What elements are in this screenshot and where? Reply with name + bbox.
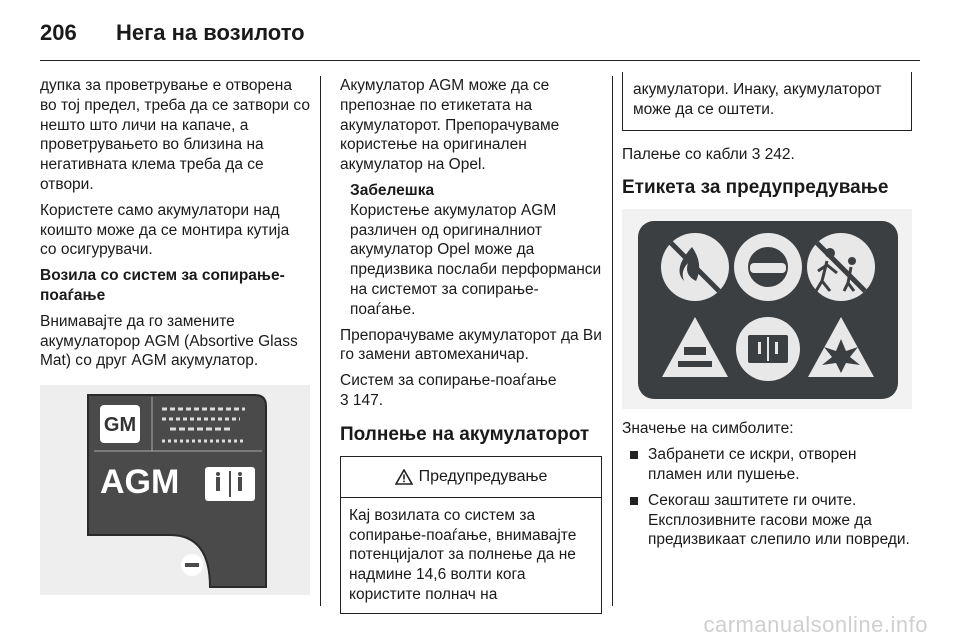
page-title: Нега на возилото	[116, 20, 305, 45]
section-heading: Полнење на акумулаторот	[340, 423, 590, 445]
manual-book-icon	[205, 467, 255, 501]
warning-header	[341, 457, 601, 498]
list-item-text: Забранети се искри, отворен пламен или пушење.	[648, 446, 857, 483]
page-number: 206	[40, 20, 77, 45]
note	[340, 181, 602, 320]
paragraph: Внимавајте да го замените акумулаторор AGM (Absortive Glass Mat) со друг AGM акумулатор.	[40, 312, 298, 370]
paragraph	[340, 371, 602, 411]
paragraph: Акумулатор AGM може да се препознае по етикетата на акумулаторот. Препорачуваме користење на оригинален акумулатор на Opel.	[340, 77, 560, 174]
minus-terminal-icon	[181, 554, 203, 576]
column-1	[40, 76, 310, 595]
keep-children-away-icon	[807, 233, 875, 301]
subheading: Возила со систем за сопирање-поаѓање	[40, 267, 285, 304]
list-item-text: Секогаш заштитете ги очите. Експлозивните гасови може да предизвикаат слепило или повреди.	[648, 491, 910, 549]
section-heading: Етикета за предупредување	[622, 177, 889, 199]
column-divider-2	[612, 76, 613, 606]
no-open-flame-icon	[661, 233, 729, 301]
warning-triangle-icon	[395, 469, 413, 485]
note-body: Користење акумулатор AGM различен од оригиналниот акумулатор Opel може да предизвика послаби перформанси на системот за сопирање-поаѓање.	[350, 201, 602, 318]
page-header	[0, 0, 960, 62]
paragraph: Користете само акумулатори над коишто може да се монтира кутија со осигурувачи.	[40, 201, 290, 259]
warning-box	[340, 456, 602, 614]
paragraph: Препорачуваме акумулаторот да Ви го замени автомеханичар.	[340, 326, 602, 364]
eye-protection-icon	[734, 233, 802, 301]
list-item	[622, 491, 912, 550]
list-item	[622, 445, 912, 485]
agm-label-text: AGM	[100, 463, 180, 502]
column-3	[622, 72, 912, 556]
bullet-square-icon	[630, 497, 638, 505]
warning-continuation: акумулатори. Инаку, акумулаторот може да се оштети.	[622, 72, 912, 131]
agm-battery-label-figure	[40, 385, 310, 595]
page-reference-link[interactable]: 3 147.	[340, 391, 384, 409]
column-divider-1	[320, 76, 321, 606]
column-2	[340, 76, 602, 614]
header-rule	[40, 60, 920, 61]
bullet-square-icon	[630, 451, 638, 459]
note-heading: Забелешка	[350, 181, 435, 199]
warning-title: Предупредување	[418, 467, 548, 485]
battery-warning-label-figure	[622, 209, 912, 409]
jump-start-reference[interactable]: Палење со кабли 3 242.	[622, 145, 795, 163]
cross-ref-label: Систем за сопирање-поаѓање	[340, 372, 557, 390]
watermark: carmanualsonline.info	[703, 612, 928, 637]
warning-body: Кај возилата со систем за сопирање-поаѓање, внимавајте потенцијалот за полнење да не надмине 14,6 волти кога користите полнач на	[349, 506, 577, 603]
paragraph: дупка за проветрување е отворена во тој предел, треба да се затвори со нешто што личи на капаче, а проветрувањето во близина на негативната клема треба да се отвори.	[40, 77, 310, 193]
paragraph: Значење на симболите:	[622, 420, 794, 438]
gm-logo-text: GM	[103, 414, 137, 437]
read-manual-icon	[736, 317, 800, 381]
